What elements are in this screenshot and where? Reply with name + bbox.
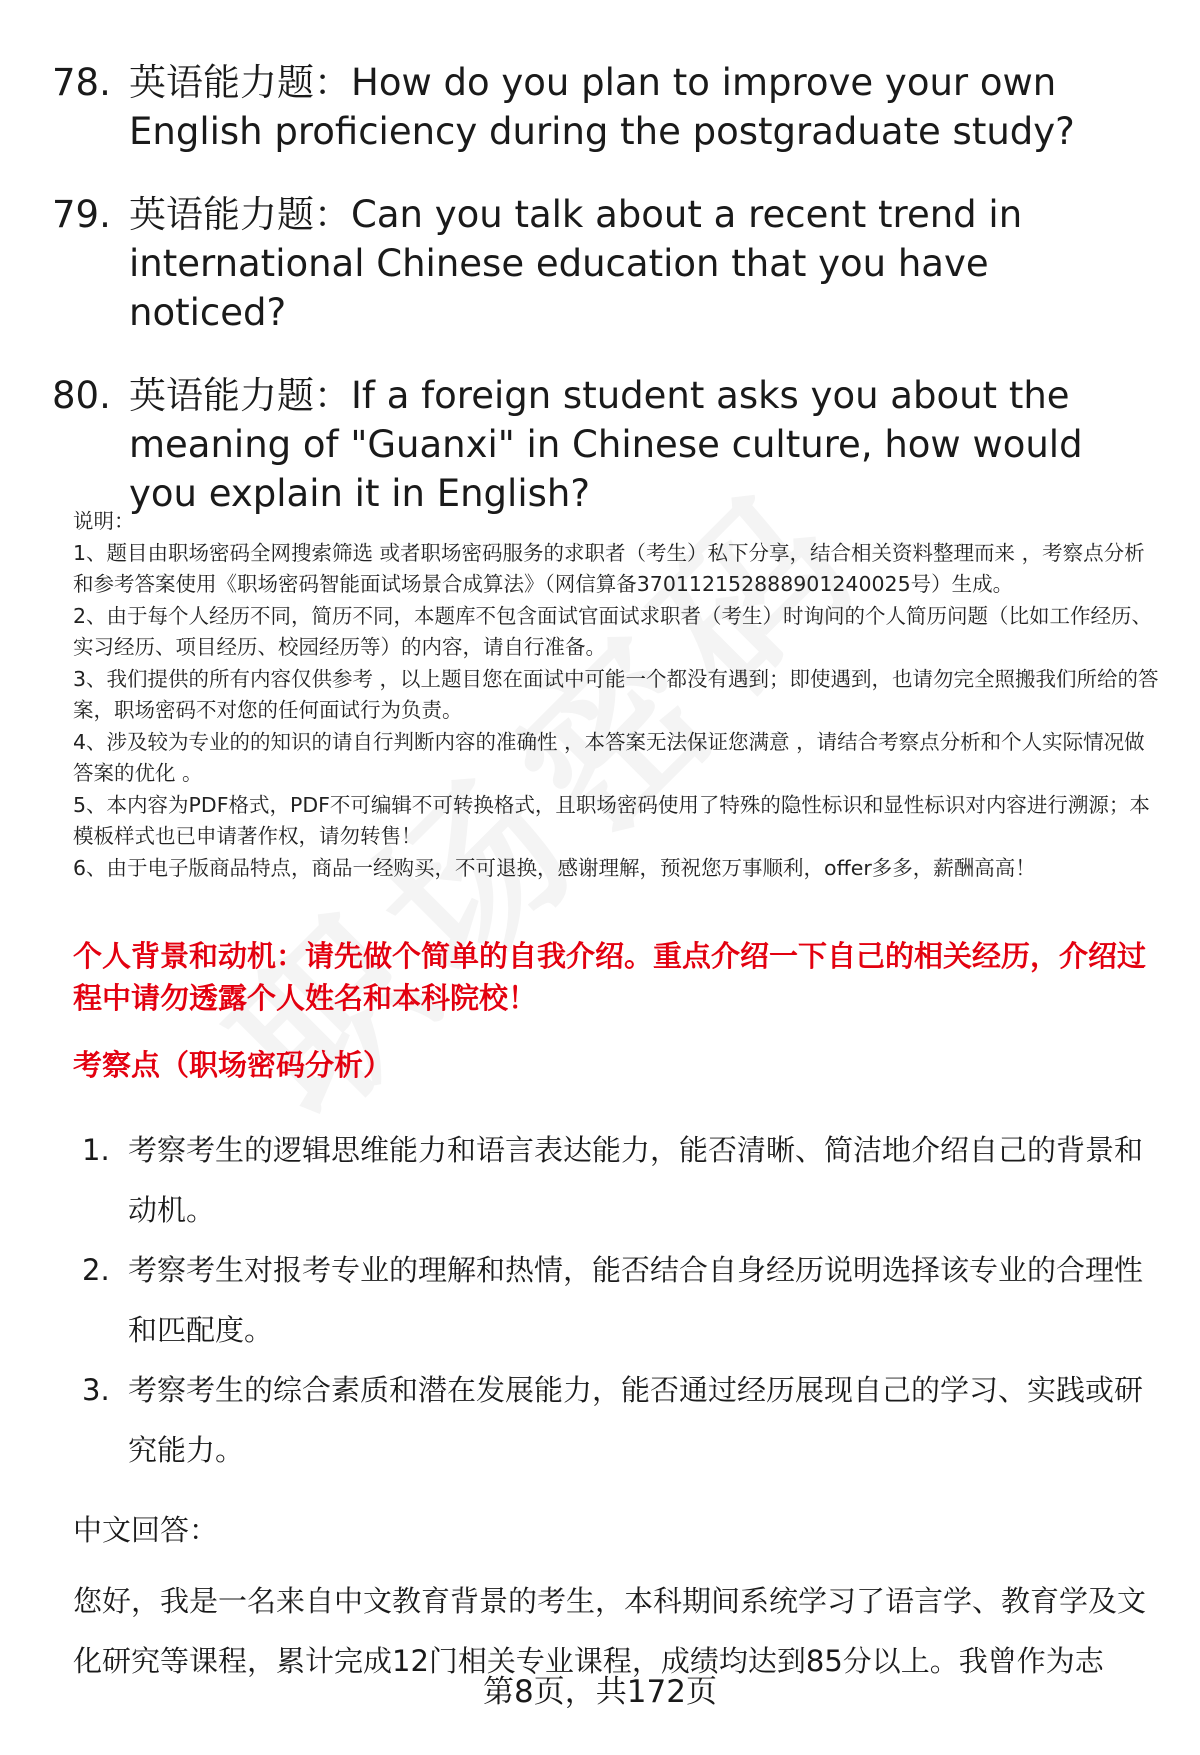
note-item: 6、由于电子版商品特点，商品一经购买，不可退换，感谢理解，预祝您万事顺利，offer多多，薪酬高高！ <box>73 855 1036 880</box>
question-body: If a foreign student asks you about the meaning of "Guanxi" in Chinese culture, how would you explain it in English? <box>129 374 1083 515</box>
question-text <box>129 371 1139 518</box>
question-number: 78. <box>52 61 111 104</box>
notes-section <box>73 506 1163 884</box>
answer-label: 中文回答： <box>73 1513 219 1547</box>
key-point-text: 考察考生的综合素质和潜在发展能力，能否通过经历展现自己的学习、实践或研究能力。 <box>128 1373 1144 1467</box>
key-point-number: 3. <box>82 1373 110 1407</box>
key-point-number: 2. <box>82 1253 110 1287</box>
key-points-list <box>82 1120 1162 1480</box>
question-category: 英语能力题： <box>129 61 351 104</box>
question-body: How do you plan to improve your own English proficiency during the postgraduate study? <box>129 61 1075 153</box>
question-category: 英语能力题： <box>129 193 351 236</box>
question-category: 英语能力题： <box>129 374 351 417</box>
note-item: 5、本内容为PDF格式，PDF不可编辑不可转换格式，且职场密码使用了特殊的隐性标识和显性标识对内容进行溯源；本模板样式也已申请著作权，请勿转售！ <box>73 792 1150 848</box>
key-point-number: 1. <box>82 1133 110 1167</box>
note-item: 2、由于每个人经历不同，简历不同，本题库不包含面试官面试求职者（考生）时询问的个人简历问题（比如工作经历、实习经历、项目经历、校园经历等）的内容，请自行准备。 <box>73 603 1153 659</box>
question-list <box>52 58 1152 552</box>
answer-text: 您好，我是一名来自中文教育背景的考生，本科期间系统学习了语言学、教育学及文化研究等课程，累计完成12门相关专业课程，成绩均达到85分以上。我曾作为志 <box>73 1584 1147 1678</box>
background-question-heading: 个人背景和动机：请先做个简单的自我介绍。重点介绍一下自己的相关经历，介绍过程中请勿透露个人姓名和本科院校！ <box>73 939 1147 1015</box>
page-footer: 第8页，共172页 <box>483 1674 717 1710</box>
note-item: 1、题目由职场密码全网搜索筛选 或者职场密码服务的求职者（考生）私下分享，结合相关资料整理而来 ，考察点分析和参考答案使用《职场密码智能面试场景合成算法》（网信算备370112152888901240025号）生成。 <box>73 540 1145 596</box>
question-text <box>129 58 1139 156</box>
key-point-item <box>82 1360 1162 1480</box>
question-item <box>52 371 1152 518</box>
key-point-text: 考察考生的逻辑思维能力和语言表达能力，能否清晰、简洁地介绍自己的背景和动机。 <box>128 1133 1144 1227</box>
key-point-text: 考察考生对报考专业的理解和热情，能否结合自身经历说明选择该专业的合理性和匹配度。 <box>128 1253 1144 1347</box>
question-number: 79. <box>52 193 111 236</box>
question-number: 80. <box>52 374 111 417</box>
question-item <box>52 58 1152 156</box>
question-item <box>52 190 1152 337</box>
question-body: Can you talk about a recent trend in international Chinese education that you have noticed? <box>129 193 1023 334</box>
notes-title: 说明： <box>73 509 135 533</box>
key-point-item <box>82 1240 1162 1360</box>
note-item: 3、我们提供的所有内容仅供参考 ，以上题目您在面试中可能一个都没有遇到；即使遇到，也请勿完全照搬我们所给的答案，职场密码不对您的任何面试行为负责。 <box>73 666 1159 722</box>
key-points-heading: 考察点（职场密码分析） <box>73 1048 393 1082</box>
key-point-item <box>82 1120 1162 1240</box>
note-item: 4、涉及较为专业的的知识的请自行判断内容的准确性 ，本答案无法保证您满意 ，请结合考察点分析和个人实际情况做答案的优化 。 <box>73 729 1145 785</box>
question-text <box>129 190 1139 337</box>
